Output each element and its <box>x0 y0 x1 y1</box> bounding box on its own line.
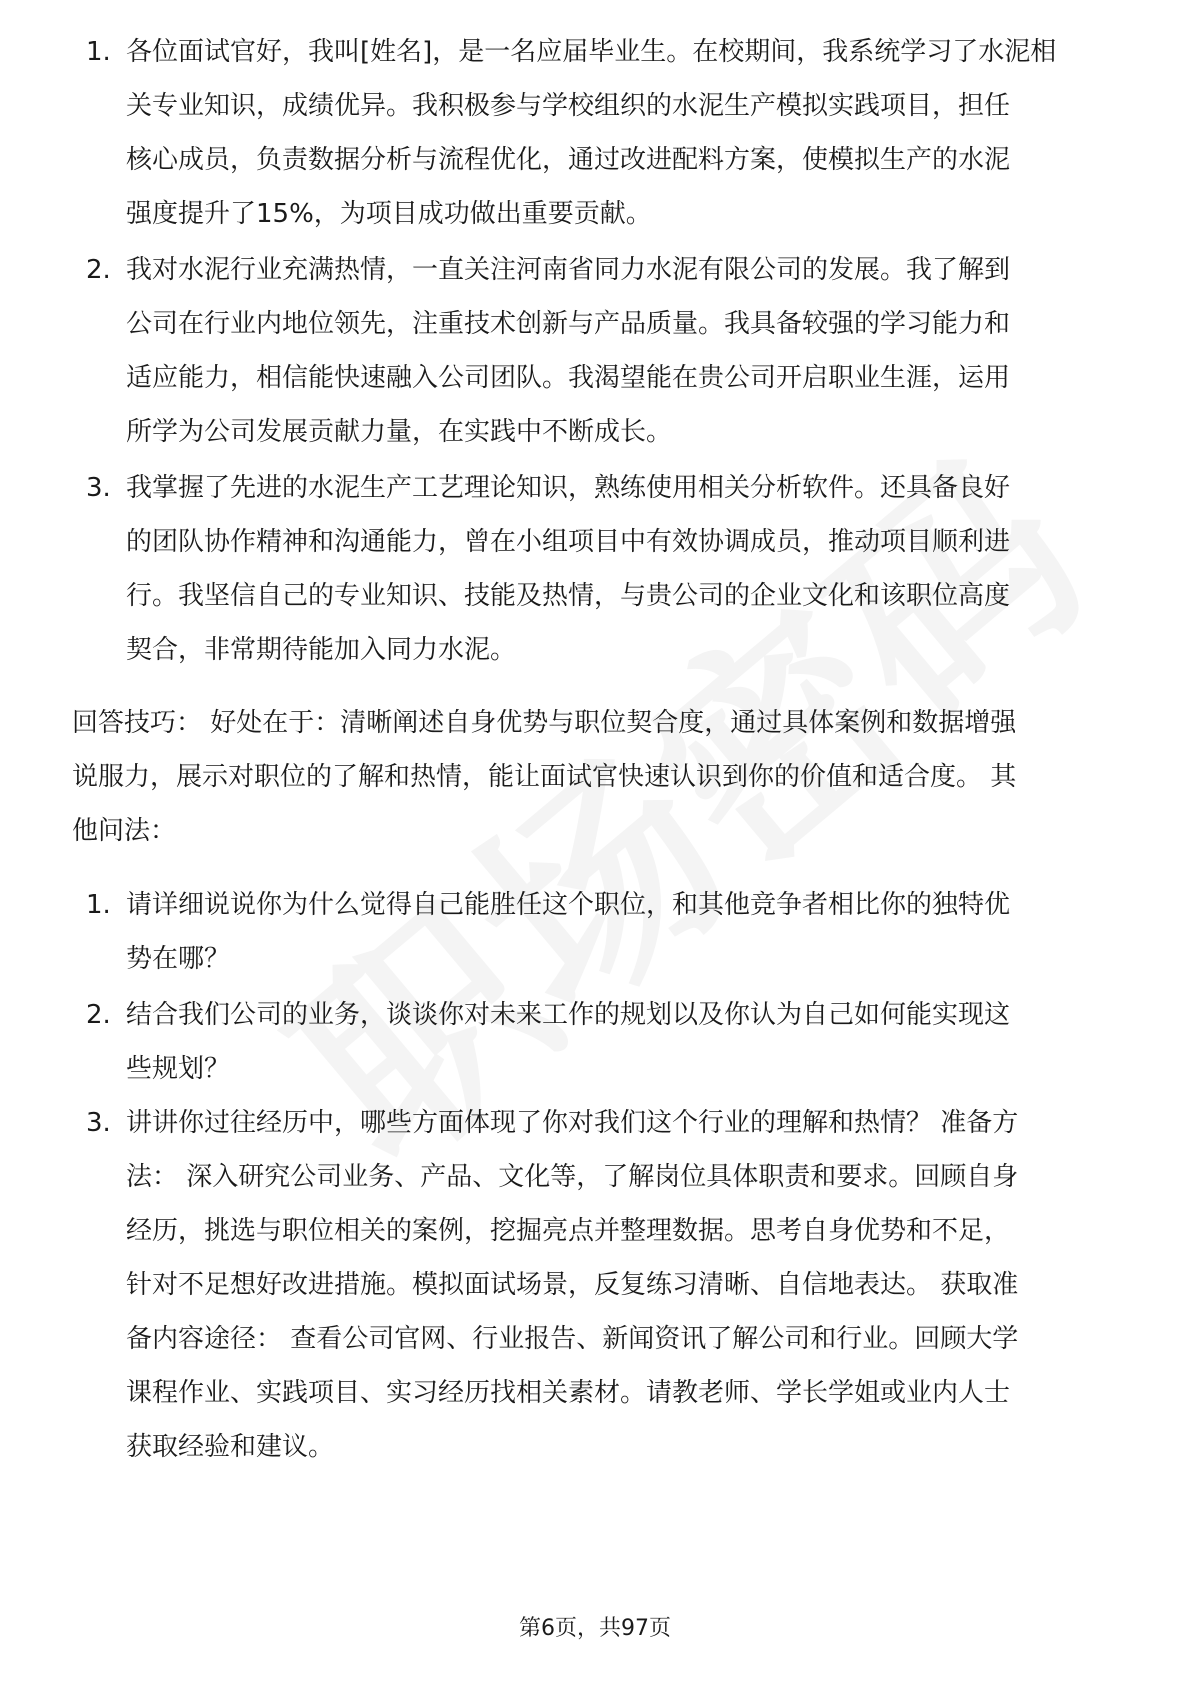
watermark <box>219 389 1121 1221</box>
paragraph-line: 说服力，展示对职位的了解和热情，能让面试官快速认识到你的价值和适合度。 其 <box>72 762 1017 792</box>
list-line: 公司在行业内地位领先，注重技术创新与产品质量。我具备较强的学习能力和 <box>126 309 1011 339</box>
list-line: 获取经验和建议。 <box>126 1432 335 1462</box>
list-line: 请详细说说你为什么觉得自己能胜任这个职位，和其他竞争者相比你的独特优 <box>126 890 1011 920</box>
list-line: 针对不足想好改进措施。模拟面试场景，反复练习清晰、自信地表达。 获取准 <box>126 1270 1019 1300</box>
list-line: 讲讲你过往经历中，哪些方面体现了你对我们这个行业的理解和热情？ 准备方 <box>126 1108 1019 1138</box>
list-line: 各位面试官好，我叫[姓名]，是一名应届毕业生。在校期间，我系统学习了水泥相 <box>126 37 1057 67</box>
page-number: 第6页，共97页 <box>519 1616 671 1641</box>
list-line: 核心成员，负责数据分析与流程优化，通过改进配料方案，使模拟生产的水泥 <box>126 145 1011 175</box>
list-line: 经历，挑选与职位相关的案例，挖掘亮点并整理数据。思考自身优势和不足， <box>126 1216 1011 1246</box>
paragraph-line: 回答技巧： 好处在于：清晰阐述自身优势与职位契合度，通过具体案例和数据增强 <box>72 708 1017 738</box>
list-line: 备内容途径： 查看公司官网、行业报告、新闻资讯了解公司和行业。回顾大学 <box>126 1324 1019 1354</box>
list-line: 契合，非常期待能加入同力水泥。 <box>126 635 517 665</box>
list-number: 2. <box>86 255 111 285</box>
list-line: 强度提升了15%，为项目成功做出重要贡献。 <box>126 199 652 229</box>
list-line: 些规划？ <box>126 1054 231 1084</box>
list-line: 关专业知识，成绩优异。我积极参与学校组织的水泥生产模拟实践项目，担任 <box>126 91 1011 121</box>
list-line: 课程作业、实践项目、实习经历找相关素材。请教老师、学长学姐或业内人士 <box>126 1378 1011 1408</box>
list-number: 2. <box>86 1000 111 1030</box>
list-line: 我掌握了先进的水泥生产工艺理论知识，熟练使用相关分析软件。还具备良好 <box>126 473 1011 503</box>
list-line: 我对水泥行业充满热情，一直关注河南省同力水泥有限公司的发展。我了解到 <box>126 255 1011 285</box>
list-number: 1. <box>86 890 111 920</box>
list-line: 适应能力，相信能快速融入公司团队。我渴望能在贵公司开启职业生涯，运用 <box>126 363 1011 393</box>
list-line: 行。我坚信自己的专业知识、技能及热情，与贵公司的企业文化和该职位高度 <box>126 581 1011 611</box>
list-line: 的团队协作精神和沟通能力，曾在小组项目中有效协调成员，推动项目顺利进 <box>126 527 1011 557</box>
list-line: 势在哪？ <box>126 944 231 974</box>
list-number: 3. <box>86 473 111 503</box>
list-line: 法： 深入研究公司业务、产品、文化等，了解岗位具体职责和要求。回顾自身 <box>126 1162 1019 1192</box>
list-number: 1. <box>86 37 111 67</box>
list-number: 3. <box>86 1108 111 1138</box>
paragraph-line: 他问法： <box>72 816 177 846</box>
list-line: 结合我们公司的业务，谈谈你对未来工作的规划以及你认为自己如何能实现这 <box>126 1000 1011 1030</box>
list-line: 所学为公司发展贡献力量，在实践中不断成长。 <box>126 417 673 447</box>
